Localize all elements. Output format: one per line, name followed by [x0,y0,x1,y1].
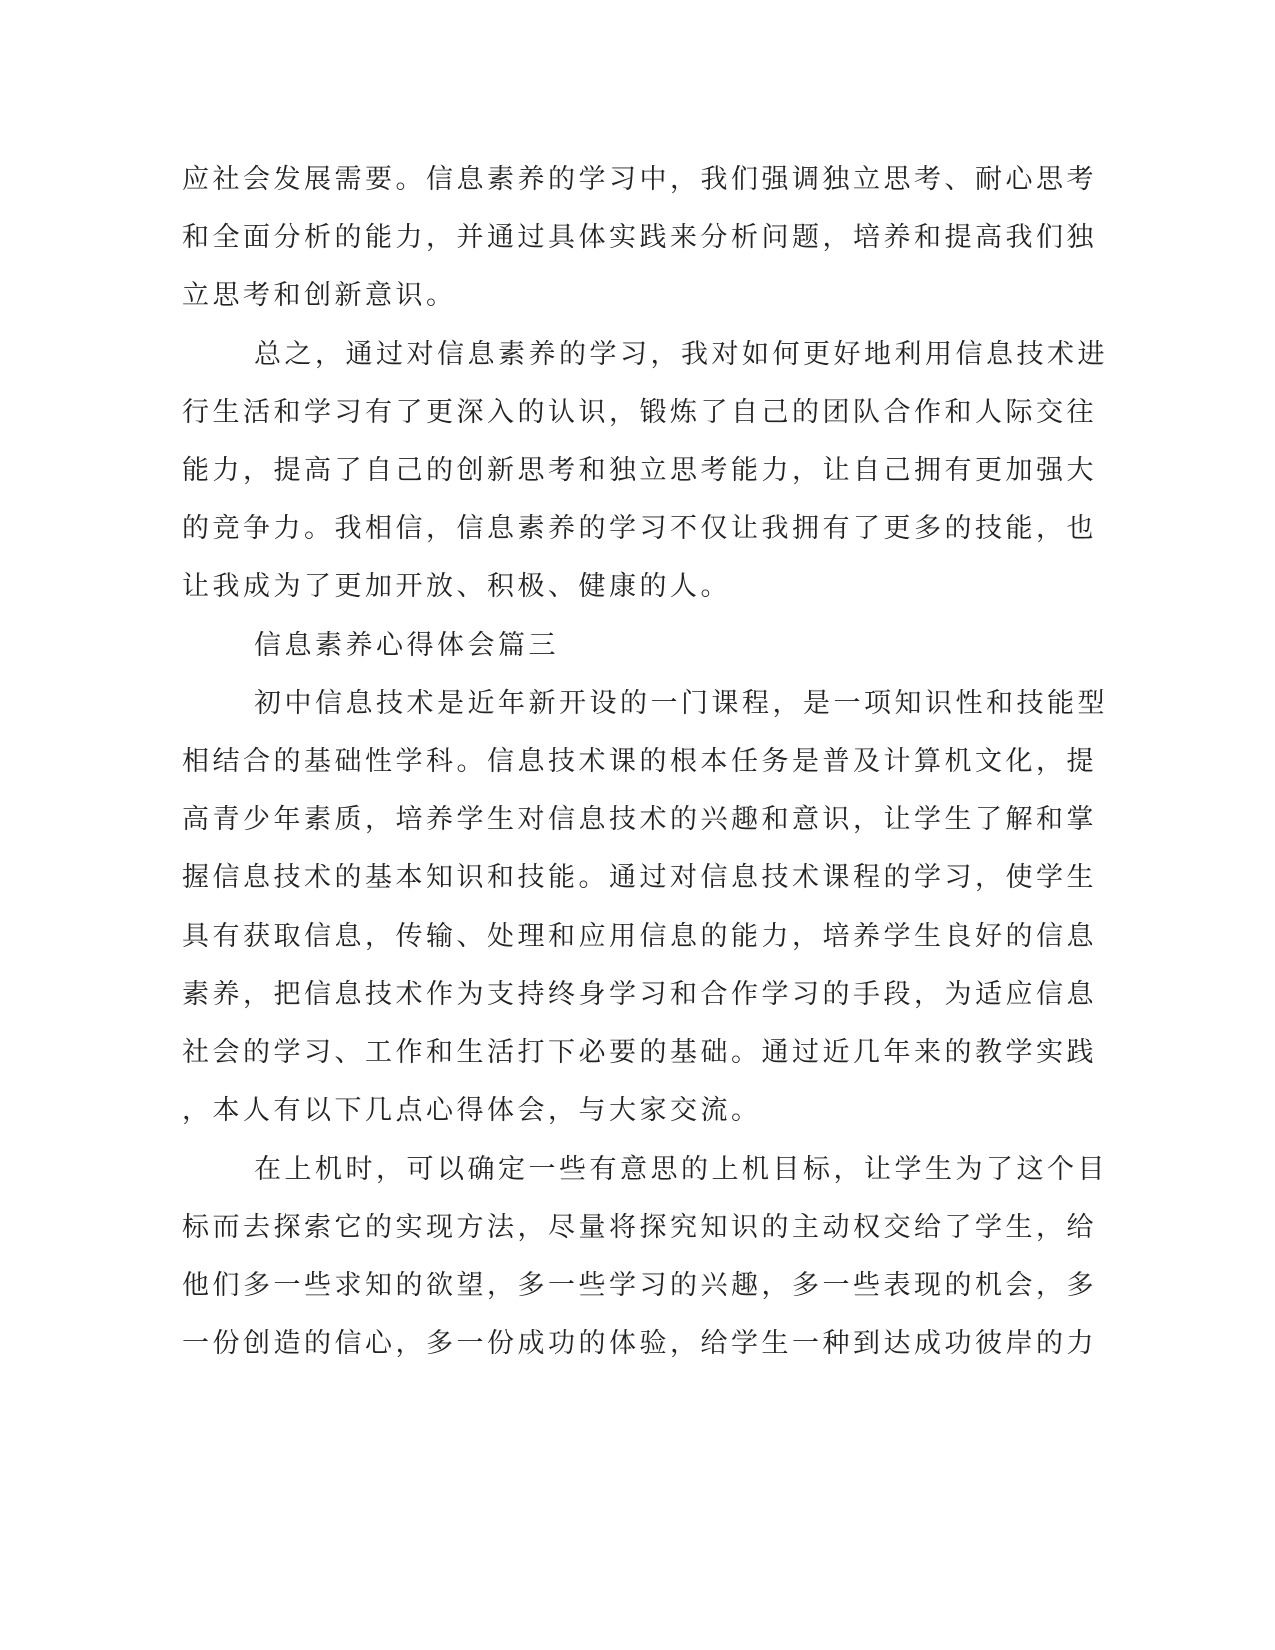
text-line: 素养，把信息技术作为支持终身学习和合作学习的手段，为适应信息 [182,979,1097,1010]
text-line: 应社会发展需要。信息素养的学习中，我们强调独立思考、耐心思考 [182,164,1097,195]
text-line: 标而去探索它的实现方法，尽量将探究知识的主动权交给了学生，给 [182,1212,1097,1243]
text-line: 和全面分析的能力，并通过具体实践来分析问题，培养和提高我们独 [182,222,1097,253]
text-line: 握信息技术的基本知识和技能。通过对信息技术课程的学习，使学生 [182,862,1097,893]
text-line: 初中信息技术是近年新开设的一门课程，是一项知识性和技能型 [254,688,1108,719]
text-line: 让我成为了更加开放、积极、健康的人。 [182,571,731,602]
text-line: 能力，提高了自己的创新思考和独立思考能力，让自己拥有更加强大 [182,455,1097,486]
text-line: 的竞争力。我相信，信息素养的学习不仅让我拥有了更多的技能，也 [182,513,1097,544]
text-line: 他们多一些求知的欲望，多一些学习的兴趣，多一些表现的机会，多 [182,1270,1097,1301]
text-line: 在上机时，可以确定一些有意思的上机目标，让学生为了这个目 [254,1154,1108,1185]
text-line: 一份创造的信心，多一份成功的体验，给学生一种到达成功彼岸的力 [182,1328,1097,1359]
text-line: 高青少年素质，培养学生对信息技术的兴趣和意识，让学生了解和掌 [182,804,1097,835]
text-line: 行生活和学习有了更深入的认识，锻炼了自己的团队合作和人际交往 [182,397,1097,428]
text-line: 立思考和创新意识。 [182,280,457,311]
text-line: 社会的学习、工作和生活打下必要的基础。通过近几年来的教学实践 [182,1037,1097,1068]
text-line: 总之，通过对信息素养的学习，我对如何更好地利用信息技术进 [254,339,1108,370]
text-line: ，本人有以下几点心得体会，与大家交流。 [182,1095,762,1126]
text-line: 相结合的基础性学科。信息技术课的根本任务是普及计算机文化，提 [182,746,1097,777]
section-heading: 信息素养心得体会篇三 [254,630,559,661]
text-line: 具有获取信息，传输、处理和应用信息的能力，培养学生良好的信息 [182,921,1097,952]
